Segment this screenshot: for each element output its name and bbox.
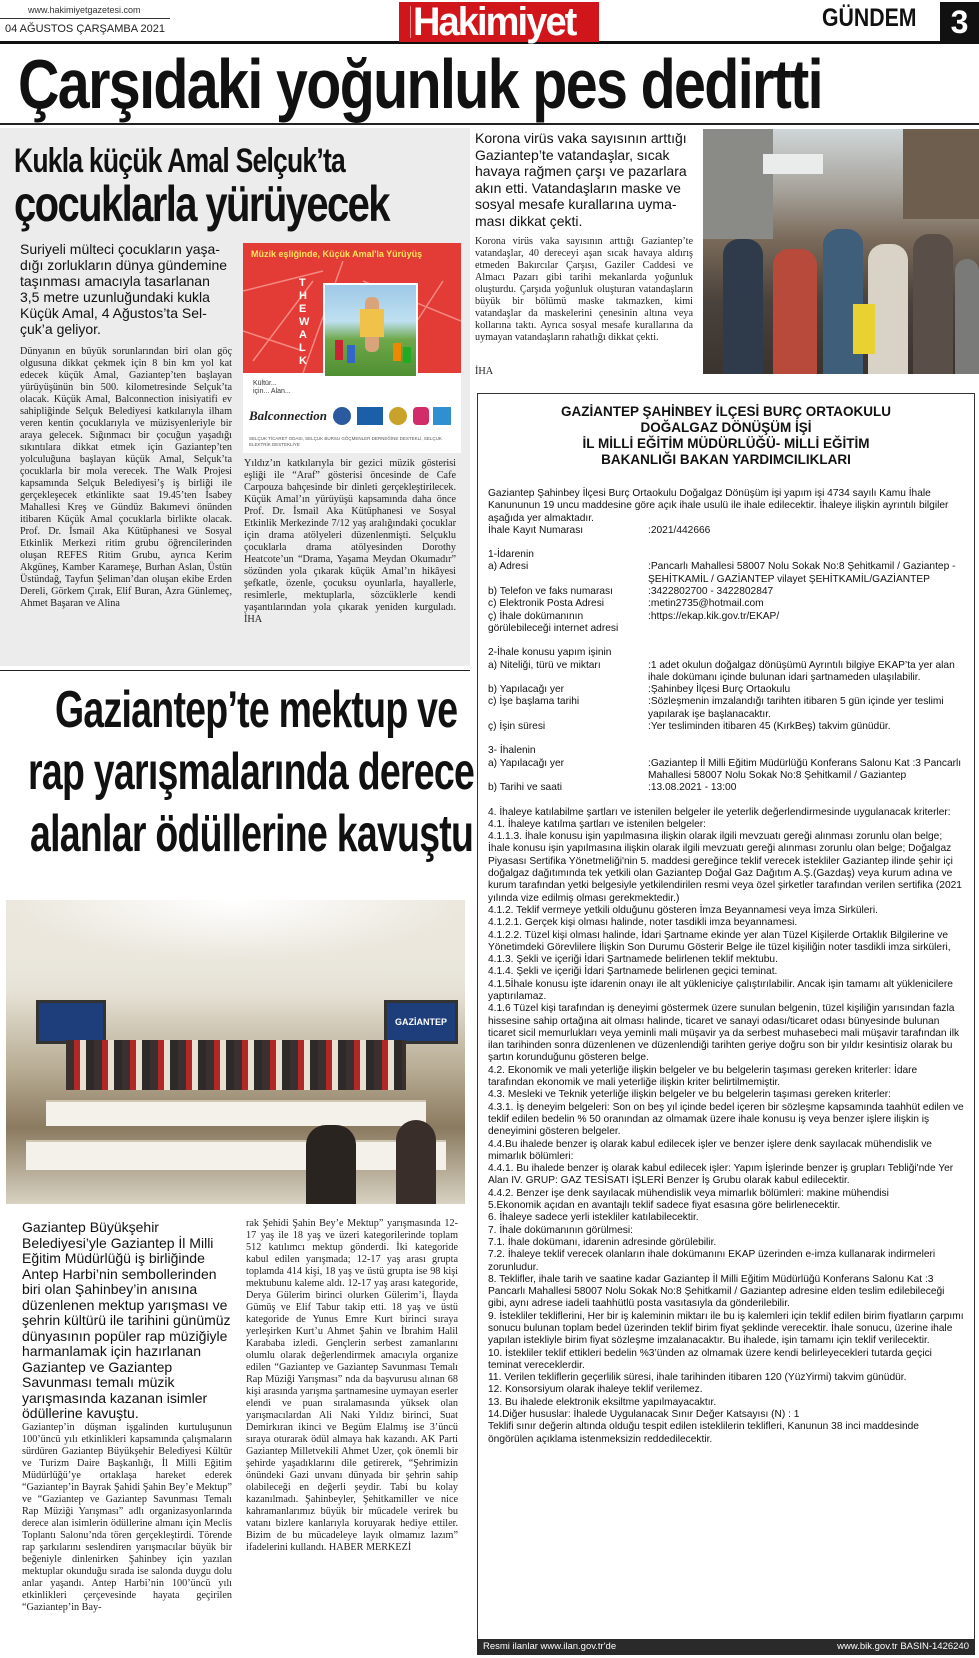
article-kukla-headline-2: çocuklarla yürüyecek (14, 176, 389, 232)
tender-clause: 10. İstekliler teklif ettikleri bedelin %3’ünden az olmamak üzere kendi belirleyecekleri tutarda geçici teminat vereceklerdir. (488, 1347, 932, 1371)
tender-clause: 7.1. İhale dokümanı, idarenin adresinde görülebilir. (488, 1236, 717, 1248)
tender-field (488, 660, 964, 685)
tender-field (488, 696, 964, 721)
article-mektup-lead: Gaziantep Büyükşehir Belediyesi’yle Gaziantep İl Milli Eğitim Müdürlüğü iş birliğinde Antep Harbi’nin sembollerinden biri olan Şahinbey’in anısına düzenlenen mektup yarışması ve şehrin kültürü ile tarihini günümüz dünyasının popüler rap müziğiyle harmanlamak için hazırlanan Gaziantep ve Gaziantep Savunması temalı müzik yarışmasında kazanan isimler ödüllerine kavuştu. (22, 1219, 231, 1421)
article-korona-lead: Korona virüs vaka sayısının arttığı Gaziantep’te vatandaşlar, sıcak havaya rağmen çarşı ve pazarlara akın etti. Vatandaşların maske ve sosyal mesafe kurallarına uyma- ması dikkat çekti. (475, 130, 687, 229)
tender-clause: 4. İhaleye katılabilme şartları ve istenilen belgeler ile yeterlik değerlendirmesinde uygulanacak kriterler: (488, 806, 951, 818)
tender-clause: 4.1.6 Tüzel kişi tarafından iş deneyimi göstermek üzere sunulan belgenin, tüzel kişiliğin yarısından fazla hissesine sahip ortağına ait olması halinde, ticaret ve sanayi odası/ticaret odası bünyesinde bulunan ticaret sicil memurlukları veya yeminli mali müşavir ya da serbest muhasebeci mali müşavir tarafından ilk ilan tarihinden sonra düzenlenen ve düzenlendiği tarihten geriye doğru son bir yıldır kesintisiz olarak bu şartın korunduğunu gösteren belge. (488, 1003, 960, 1064)
tender-field-label: a) Yapılacağı yer (488, 757, 565, 769)
poster-sponsor-logos (333, 405, 453, 427)
article-korona-byline: İHA (475, 366, 494, 377)
article-mektup-headline: Gaziantep’te mektup ve rap yarışmalarında derece alanlar ödüllerine kavuştu (28, 681, 475, 863)
poster-banner: Müzik eşliğinde, Küçük Amal'la Yürüyüş (251, 249, 423, 259)
section-name: GÜNDEM (822, 4, 917, 32)
tender-footer-right: www.bik.gov.tr BASIN-1426240 (837, 1641, 969, 1652)
tender-clause: 4.1.1.3. İhale konusu işin yapılmasına ilişkin olarak ilgili mevzuatı gereği alınması zorunlu olan belge; İhale konusu işin yapılmasına ilişkin olarak ilgili mevzuatı gereği alınması zorunlu olan belge; Doğalgaz Piyasası Sertifika Yönetmeliği'nin 5. maddesi gereğince teklif verecek istekliler Gaziantep ilinde şehir içi doğalgaz dağıtımında tek yetkili olan Gaziantep Doğal Gaz Dağıtım A.Ş.(Gazdaş) veya kurum adına ve kurum tarafından yetki belgesiyle yetkilendirilen resmi veya özel şirketler tarafından verilen sertifika (2021 yılında vize edilmiş olması gerekmektedir.) (488, 831, 962, 904)
article-mektup-col1: Gaziantep’in düşman işgalinden kurtuluşunun 100’üncü yılı etkinlikleri kapsamında çalışmaların sürdüren Gaziantep Büyükşehir Belediyesi Kültür ve Turizm Daire Başkanlığı, İl Milli Eğitim Müdürlüğü’ye ortaklaşa hareket ederek “Gaziantep’in Bayrak Şahidi Şahin Bey’e Mektup” ve “Gaziantep ve Gaziantep Savunması Temalı Rap Müziği Yarışması” adlı organizasyonlarında derece alan isimlerin ödüllerine almanı için Meclis Toplantı Salonu’nda tören gerçekleştirdi. Törende rap şarkılarını seslendiren yarışmacılar büyük bir beğeniyle dinlenirken Şahinbey için yazılan mektuplar okunduğu sırada ise salonda duygu dolu anlar yaşandı. Antep Harbi’nin 100’üncü yılı etkinlikleri çerçevesinde hayata geçirilen “Gaziantep’in Bay- (22, 1422, 232, 1613)
issue-date: 04 AĞUSTOS ÇARŞAMBA 2021 (5, 23, 165, 35)
tender-field-value: :Gaziantep İl Milli Eğitim Müdürlüğü Konferans Salonu Kat :3 Pancarlı Mahallesi 58007 Nolu Sokak No:8 Şehitkamil / Gaziantep (648, 757, 962, 781)
screen-right: GAZİANTEP (384, 1000, 458, 1044)
website-url: www.hakimiyetgazetesi.com (28, 5, 141, 15)
tender-field-value: :Sözleşmenin imzalandığı tarihten itibaren 5 gün içinde yer teslimi yapılarak işe başlanacaktır. (648, 696, 944, 720)
tender-clause: 4.3.1. İş deneyim belgeleri: Son on beş yıl içinde bedel içeren bir sözleşme kapsamında taahhüt edilen ve teklif edilen bedelin % 50 oranından az olmamak üzere ihale konusu iş veya benzer işlere ilişkin iş deneyimini gösteren belgeler. (488, 1101, 964, 1138)
tender-field (488, 561, 964, 586)
tender-field (488, 758, 964, 783)
article-kukla-headline-1: Kukla küçük Amal Selçuk’ta (14, 142, 346, 180)
tender-field-value: :13.08.2021 - 13:00 (648, 782, 737, 794)
poster-footer: SELÇUK TİCARET ODASI, SELÇUK BURSU GÖÇMENLER DERNEĞİNE DESTEKLİ, SELÇUK ELEKTRİK DESTEKLİYE (249, 436, 442, 447)
tender-field (488, 611, 964, 636)
tender-clause: 11. Verilen tekliflerin geçerlilik süresi, ihale tarihinden itibaren 120 (YüzYirmi) takvim günüdür. (488, 1372, 907, 1384)
poster-caption: Kültür... için... Alan... (253, 380, 291, 395)
tender-field-label: b) Telefon ve faks numarası (488, 586, 613, 598)
article-kukla-lead: Suriyeli mülteci çocukların yaşa- dığı zorlukların dünya gündemine taşınması amacıyla tasarlanan 3,5 metre uzunluğundaki kukla Küçük Amal, 4 Ağustos’ta Sel- çuk’a geliyor. (20, 241, 228, 337)
tender-clause: 13. Bu ihalede elektronik eksiltme yapılmayacaktır. (488, 1396, 717, 1408)
tender-field-label: a) Adresi (488, 561, 529, 573)
tender-field (488, 598, 964, 610)
tender-field-value: :1 adet okulun doğalgaz dönüşümü Ayrıntılı bilgiye EKAP’ta yer alan ihale dokümanı içinde bulunan idari şartnameden ulaşılabilir. (648, 659, 955, 683)
masthead (0, 0, 979, 44)
tender-field-value: :Şahinbey İlçesi Burç Ortaokulu (648, 684, 791, 696)
tender-section-heading: 3- İhalenin (488, 745, 536, 757)
tender-field (488, 684, 964, 696)
tender-clause: 12. Konsorsiyum olarak ihaleye teklif verilemez. (488, 1384, 703, 1396)
tender-clause: 4.4.Bu ihalede benzer iş olarak kabul edilecek işler ve benzer işlere denk sayılacak mühendislik ve mimarlık bölümleri: (488, 1138, 932, 1162)
tender-clause: 7. İhale dokümanının görülmesi: (488, 1224, 633, 1236)
tender-field-value: :metin2735@hotmail.com (648, 598, 764, 610)
ceremony-photo (6, 900, 465, 1204)
tender-field-value: :Pancarlı Mahallesi 58007 Nolu Sokak No:8 Şehitkamil / Gaziantep - ŞEHİTKAMİL / GAZİANTEP vilayet ŞEHİTKAMİL/GAZİANTEP (648, 561, 956, 585)
tender-title: GAZİANTEP ŞAHİNBEY İLÇESİ BURÇ ORTAOKULU DOĞALGAZ DÖNÜŞÜM İŞİ İL MİLLİ EĞİTİM MÜDÜRLÜĞÜ- MİLLİ EĞİTİM BAKANLIĞI BAKAN YARDIMCILIKLARI (560, 404, 892, 467)
screen-left (36, 1000, 106, 1044)
main-headline: Çarşıdaki yoğunluk pes dedirtti (18, 45, 822, 123)
tender-clause: 4.4.2. Benzer işe denk sayılacak mühendislik veya mimarlık bölümleri: makine mühendisi (488, 1187, 889, 1199)
tender-field-label: c) İşe başlama tarihi (488, 696, 580, 708)
tender-field-label: c) Elektronik Posta Adresi (488, 598, 605, 610)
poster-brand: Balconnection (249, 408, 328, 423)
tender-field (488, 721, 964, 733)
tender-section-heading: 2-İhale konusu yapım işinin (488, 647, 612, 659)
article-kukla-col2: Yıldız’ın katkılarıyla bir gezici müzik gösterisi eşliği ile “Araf” gösterisi öncesinde de Cafe Carpouza bahçesinde bir dinleti gerçekleştirilecek. Küçük Amal’ın yürüyüşü kapsamında daha önce Prof. Dr. İsmail Aka Kütüphanesi ve Sosyal Etkinlik Merkezinde 7/12 yaş aralığındaki çocuklar için drama atölyeleri düzenlenmişti. Selçuklu çocuklarla drama atölyesinden Dorothy Heatcote’un “Drama, Yaşama Meydan Okumadır” sözünden yola çıkarak küçük Amal’ın hikâyesi şefkatle, özenle, çocuksu oyunlarla, hayallerle, resimlerle, mektuplarla, sözcüklerle kendi yaşantılarından yola çıkarak yeniden kurguladı. İHA (244, 458, 456, 625)
tender-clause: 4.3. Mesleki ve Teknik yeterliğe ilişkin belgeler ve bu belgelerin taşıması gereken kriterler: (488, 1089, 891, 1101)
article-kukla (0, 128, 470, 666)
tender-clause: 4.1.4. Şekli ve içeriği İdari Şartnamede belirlenen geçici teminat. (488, 966, 778, 978)
tender-notice (477, 393, 975, 1655)
market-crowd-photo (703, 129, 979, 374)
tender-clause: 5.Ekonomik açıdan en avantajlı teklif sadece fiyat esasına göre belirlenecektir. (488, 1200, 841, 1212)
tender-clause: 4.1.2. Teklif vermeye yetkili olduğunu gösteren İmza Beyannamesi veya İmza Sirküleri. (488, 904, 878, 916)
tender-section-heading: 1-İdarenin (488, 549, 534, 561)
article-korona-body: Korona virüs vaka sayısının arttığı Gaziantep’te vatandaşlar, 40 dereceyi aşan sıcak havaya aldırış etmeden Bakırcılar Çarşısı, Gaziler Caddesi ve Almacı Pazarı gibi tarihi mekanlarda yoğunluk oluşturdu. Çarşıda yoğunluk oluşturan vatandaşların büyük bir bölümü maske takmazken, kimi vatandaşlar da maskelerini çenesinin altına veya kollarına taktı. Ayrıca sosyal mesafe kurallarına da uymayan vatandaşların rahatlığı dikkat çekti. (475, 236, 693, 343)
tender-field (488, 586, 964, 598)
walk-poster (243, 243, 461, 453)
tender-clause: 4.1.2.1. Gerçek kişi olması halinde, noter tasdikli imza beyannamesi. (488, 917, 798, 929)
tender-clause: 8. Teklifler, ihale tarih ve saatine kadar Gaziantep İl Milli Eğitim Müdürlüğü Konferans Salonu Kat :3 Pancarlı Mahallesi 58007 Nolu Sokak No:8 Şehitkamil / Gaziantep adresine elden teslim edilebileceği gibi, aynı adrese iadeli taahhütlü posta vasıtasıyla da gönderilebilir. (488, 1273, 945, 1310)
poster-title: THE WALK (299, 277, 310, 367)
tender-clause: 4.4.1. Bu ihalede benzer iş olarak kabul edilecek işler: Yapım İşlerinde benzer iş grupları Tebliği'nde Yer Alan IV. GRUP: GAZ TESİSATI İŞLERİ Benzer İş Grubu olarak kabul edilecektir. (488, 1163, 954, 1187)
tender-field-value: :3422802700 - 3422802847 (648, 586, 774, 598)
tender-clause: 4.1.5İhale konusu işte idarenin onayı ile alt yükleniciye çalıştırılabilir. Ancak işin tamamı alt yüklenicilere yaptırılamaz. (488, 978, 953, 1002)
tender-field-value: :https://ekap.kik.gov.tr/EKAP/ (648, 610, 780, 622)
tender-clause: Teklifi sınır değerin altında olduğu tespit edilen isteklilerin teklifleri, Kanunun 38 inci maddesinde öngörülen açıklama istenmeksizin reddedilecektir. (488, 1421, 919, 1445)
tender-field-label: b) Yapılacağı yer (488, 684, 565, 696)
tender-footer-left: Resmi ilanlar www.ilan.gov.tr'de (483, 1641, 617, 1652)
tender-clause: 4.2. Ekonomik ve mali yeterliğe ilişkin belgeler ve bu belgelerin taşıması gereken kriterler: İdare tarafından ekonomik ve mali yeterliğe ilişkin kriter belirtilmemiştir. (488, 1064, 918, 1089)
tender-clause: 4.1.3. Şekli ve içeriği İdari Şartnamede belirlenen teklif mektubu. (488, 954, 778, 966)
tender-intro: Gaziantep Şahinbey İlçesi Burç Ortaokulu Doğalgaz Dönüşüm işi yapım işi 4734 sayılı Kamu İhale Kanununun 19 uncu maddesine göre açık ihale usulü ile ihale edilecektir. İhaleye ilişkin ayrıntılı bilgiler aşağıda yer almaktadır. (488, 488, 949, 524)
tender-field (488, 782, 964, 794)
tender-field-label: ç) İhale dokümanının görülebileceği internet adresi (488, 610, 619, 634)
tender-field-label: b) Tarihi ve saati (488, 782, 562, 794)
tender-field (488, 525, 964, 537)
tender-field-value: :Yer tesliminden itibaren 45 (KırkBeş) takvim günüdür. (648, 721, 891, 733)
article-kukla-col1: Dünyanın en büyük sorunlarından biri olan göç olgusuna dikkat çekmek için 8 bin km yol kat edecek küçük Amal, Gaziantep’ten başlayan yürüyüşünün bin 500. kilometresinde Selçuk’ta olacak. Küçük Amal, Balconnection inisiyatifi ev sahipliğinde Selçuk Belediyesi katkılarıyla ilham veren kentin çocuklarıyla ve müzisyenleriyle bir araya gelecek. Sığınmacı bir çocuğun yaşadığı sıkıntılara dikkat etmek için Gaziantep’ten yolculuğuna başlayan küçük Amal, Selçuk’ta çocuklarla bir mola verecek. The Walk Projesi kapsamında Selçuk Belediyesi’ş iş birliği ile gerçekleşecek etkinlikte saat 19.45’ten İsabey Mahallesi Kreş ve Gündüz Bakımevi önünden itibaren Küçük Amal çocuklarla birlikte olacak. Prof. Dr. İsmail Aka Kütüphanesi ve Sosyal Etkinlik Merkezi ritim grubu öğrencilerinden oluşan REFES Ritim Grubu, ayrıca Kerim Akgüneş, Kamber Karameşe, Burhan Aslan, Üstün Üstündağ, Tayfun Şeliman’dan oluşan ekibe Erden Dereli, Görkem Çırak, Elif Buran, Azra Günlemeç, Ahmet Başaran ve Alina (20, 346, 232, 609)
tender-field-value: :2021/442666 (648, 524, 711, 536)
tender-field-label: ç) İşin süresi (488, 721, 546, 733)
tender-clause: 7.2. İhaleye teklif verecek olanların ihale dokümanını EKAP üzerinden e-imza kullanarak indirmeleri zorunludur. (488, 1249, 936, 1273)
article-mektup-col2: rak Şehidi Şahin Bey’e Mektup” yarışmasında 12-17 yaş ile 18 yaş ve üzeri kategorilerinde toplam 512 katılımcı mektup gönderdi. İki kategoride kabul edilen yarışmada; 12-17 yaş arası grupta toplamda 414 kişi, 18 yaş ve üstü grupta ise 98 kişi mektubunu kaleme aldı. 12-17 yaş arası kategoride, Derya Gülerim birinci olurken Gülerim’i, İlayda Gümüş ve Elif Tabur takip etti. 18 yaş ve üstü kategoride de Yunus Emre Kurt birinci sıraya yerleşirken Kurt’u Ahmet Şahin ve İbrahim Halil Karababa izledi. Gençlerin serbest zamanlarını olumlu olarak değerlendirmek amacıyla organize edilen “Gaziantep ve Gaziantep Savunması Temalı Rap Müziği Yarışması” nda da başvurusu alınan 68 kişi arasında yarışma şartnamesine uymayan eserler elendi ve puan sıralamasında yüksek olan yarışmacılardan Ali Naki Yıldız birinci, Suat Demirkıran ikinci ve Begüm Elalmış ise 3’üncü sıraya oturarak ödül almaya hak kazandı. AK Parti Gaziantep Milletvekili Ahmet Uzer, çok önemli bir şehirde yaşadıklarını dile getirerek, “Şehrimizin önündeki Gazi unvanı dünyada bir şehrin sahip olabileceği en değerli şeydir. Tabi bu kolay kazanılmadı. Şahinbeyler, Şehitkamiller ve nice kahramanlarımız büyük bir mücadele verirek bu vatanı bizlere kanlarıyla koruyarak hediye ettiler. Bizim de bu mücadeleye layık olmamız lazım” ifadelerini kullandı. HABER MERKEZİ (246, 1218, 458, 1553)
tender-footer (477, 1639, 975, 1655)
poster-photo (323, 283, 418, 378)
tender-field-label: İhale Kayıt Numarası (488, 524, 584, 536)
tender-clause: 4.1. İhaleye katılma şartları ve istenilen belgeler: (488, 818, 707, 830)
tender-field-label: a) Niteliği, türü ve miktarı (488, 659, 601, 671)
page-number: 3 (940, 2, 979, 42)
tender-clause: 9. İstekliler tekliflerini, Her bir iş kaleminin miktarı ile bu iş kalemleri için teklif edilen birim fiyatların çarpımı sonucu bulunan toplam bedel üzerinden teklif birim fiyat şeklinde verecektir. İhale sonucu, üzerine ihale yapılan istekliyle birim fiyat sözleşme imzalanacaktır. Bu ihalede, işin tamamı için teklif verilecektir. (488, 1310, 964, 1347)
tender-clause: 14.Diğer hususlar: İhalede Uygulanacak Sınır Değer Katsayısı (N) : 1 (488, 1409, 800, 1421)
tender-clause: 6. İhaleye sadece yerli istekliler katılabilecektir. (488, 1212, 699, 1224)
newspaper-logo: Hakimiyet (399, 2, 599, 42)
tender-clause: 4.1.2.2. Tüzel kişi olması halinde, İdari Şartname ekinde yer alan Tüzel Kişilerde Ortaklık Bilgilerine ve Yönetimdeki Görevlilere İlişkin Son Durumu Gösterir Belge ile tüzel kişiliğin noter tasdikli imza sirküleri, (488, 929, 951, 953)
